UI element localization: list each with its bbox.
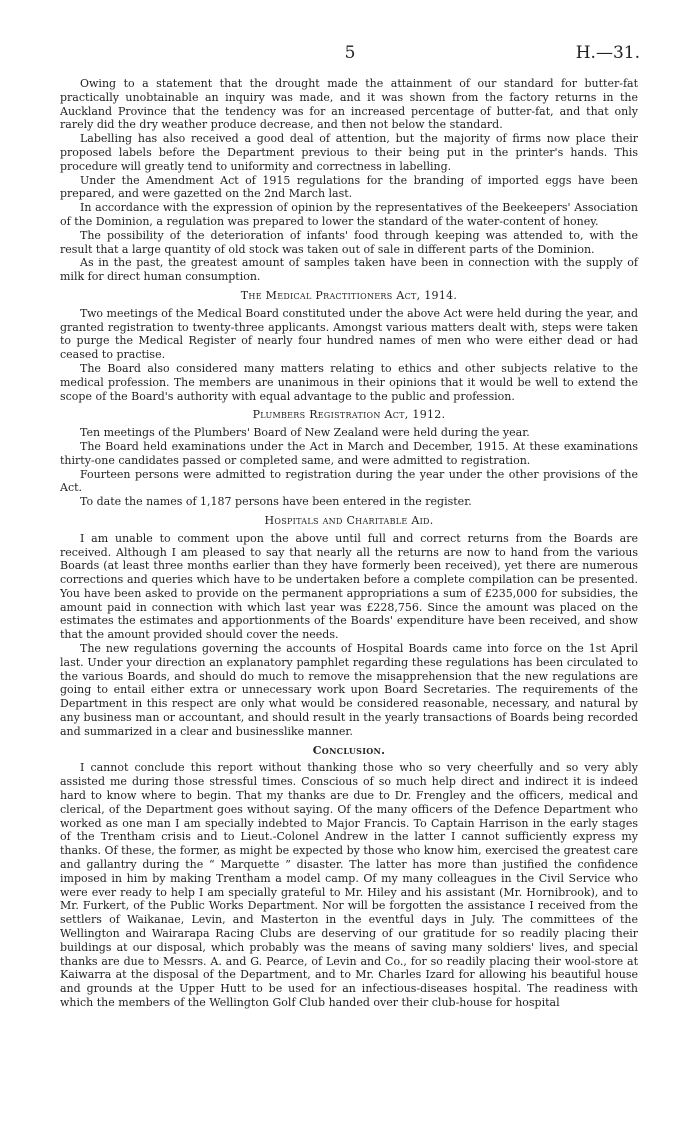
paragraph: To date the names of 1,187 persons have been entered in the register. [80, 495, 472, 509]
conclusion-section [60, 744, 638, 1010]
paragraph: Fourteen persons were admitted to registration during the year under the other provisions of the Act. [60, 467, 638, 495]
paragraph: Ten meetings of the Plumbers' Board of New Zealand were held during the year. [80, 426, 530, 440]
paragraph: Labelling has also received a good deal of attention, but the majority of firms now place their proposed labels before the Department previous to their being put in the printer's hands. This procedure will greatly tend to uniformity and correctness in labelling. [60, 132, 638, 173]
section-heading: The Medical Practitioners Act, 1914. [240, 288, 458, 302]
section-heading: Conclusion. [312, 743, 386, 757]
section-heading: Hospitals and Charitable Aid. [264, 513, 434, 527]
paragraph: Under the Amendment Act of 1915 regulations for the branding of imported eggs have been prepared, and were gazetted on the 2nd March last. [60, 173, 638, 201]
paragraph: The new regulations governing the accounts of Hospital Boards came into force on the 1st April last. Under your direction an explanatory pamphlet regarding these regulations has been circulated to the various Boards, and should do much to remove the misapprehension that the new regulations are going to entail either extra or unnecessary work upon Board Secretaries. The requirements of the Department in this respect are only what would be considered reasonable, necessary, and natural by any business man or accountant, and should result in the yearly transactions of Boards being recorded and summarized in a clear and businesslike manner. [60, 642, 638, 738]
page-header [0, 43, 700, 65]
paragraph: Two meetings of the Medical Board constituted under the above Act were held during the year, and granted registration to twenty-three applicants. Amongst various matters dealt with, steps were taken to purge the Medical Register of nearly four hundred names of men who were either dead or had ceased to practise. [60, 306, 638, 362]
page-number: 5 [344, 43, 356, 63]
paragraph: As in the past, the greatest amount of samples taken have been in connection with the supply of milk for direct human consumption. [60, 256, 638, 284]
paragraph: I cannot conclude this report without thanking those who so very cheerfully and so very ably assisted me during those stressful times. Conscious of so much help direct and indirect it is indeed hard to know where to begin. That my thanks are due to Dr. Frengley and the officers, medical and clerical, of the Department goes without saying. Of the many officers of the Defence Department who worked as one man I am specially indebted to Major Francis. To Captain Harrison in the early stages of the Trentham crisis and to Lieut.-Colonel Andrew in the latter I cannot sufficiently express my thanks. Of these, the former, as might be expected by those who know him, exercised the greatest care and gallantry during the “ Marquette ” disaster. The latter has more than justified the confidence imposed in him by making Trentham a model camp. Of my many colleagues in the Civil Service who were ever ready to help I am specially grateful to Mr. Hiley and his assistant (Mr. Hornibrook), and to Mr. Furkert, of the Public Works Department. Nor will be forgotten the assistance I received from the settlers of Waikanae, Levin, and Masterton in the eventful days in July. The committees of the Wellington and Wairarapa Racing Clubs are deserving of our gratitude for so readily placing their buildings at our disposal, which probably was the means of saving many soldiers' lives, and special thanks are due to Messrs. A. and G. Pearce, of Levin and Co., for so readily placing their wool-store at Kaiwarra at the disposal of the Department, and to Mr. Charles Izard for allowing his beautiful house and grounds at the Upper Hutt to be used for an infectious-diseases hospital. The readiness with which the members of the Wellington Golf Club handed over their club-house for hospital [60, 761, 638, 1009]
paragraph: The Board held examinations under the Act in March and December, 1915. At these examinations thirty-one candidates passed or completed same, and were admitted to registration. [60, 439, 638, 467]
paragraph: The Board also considered many matters relating to ethics and other subjects relative to the medical profession. The members are unanimous in their opinions that it would be well to extend the scope of the Board's authority with equal advantage to the public and profession. [60, 361, 638, 403]
document-reference: H.—31. [575, 43, 640, 63]
medical-practitioners-section [60, 289, 638, 403]
plumbers-registration-section [60, 408, 638, 509]
report-body [60, 77, 638, 1010]
section-heading: Plumbers Registration Act, 1912. [252, 408, 446, 422]
paragraph: I am unable to comment upon the above until full and correct returns from the Boards are received. Although I am pleased to say that nearly all the returns are now to hand from the various Boards (at least three months earlier than they have formerly been received), yet there are numerous corrections and queries which have to be undertaken before a complete compilation can be presented. You have been asked to provide on the permanent appropriations a sum of £235,000 for subsidies, the amount paid in connection with which last year was £228,756. Since the amount was placed on the estimates the estimates and apportionments of the Boards' expenditure have been received, and show that the amount provided should cover the needs. [60, 531, 638, 642]
paragraph: Owing to a statement that the drought made the attainment of our standard for butter-fat practically unobtainable an inquiry was made, and it was shown from the factory returns in the Auckland Province that the tendency was for an increased percentage of butter-fat, and that only rarely did the dry weather produce decrease, and then not below the standard. [60, 77, 638, 132]
food-drugs-section [60, 77, 638, 284]
paragraph: In accordance with the expression of opinion by the representatives of the Beekeepers' Association of the Dominion, a regulation was prepared to lower the standard of the water-content of honey. [60, 201, 638, 228]
paragraph: The possibility of the deterioration of infants' food through keeping was attended to, with the result that a large quantity of old stock was taken out of sale in different parts of the Dominion. [60, 228, 638, 256]
hospitals-charitable-aid-section [60, 514, 638, 739]
